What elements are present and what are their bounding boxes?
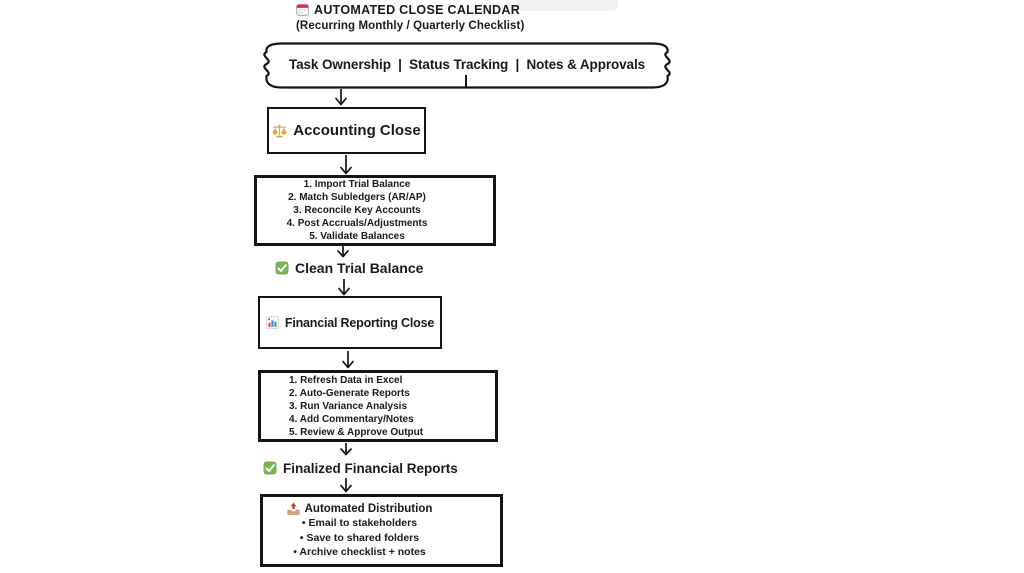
step-item: 2. Auto-Generate Reports: [289, 387, 410, 399]
connector-stub: [465, 75, 467, 88]
milestone-label: Clean Trial Balance: [295, 260, 424, 276]
distribution-item: • Save to shared folders: [299, 531, 420, 544]
node-label: Financial Reporting Close: [284, 315, 435, 330]
flow-arrow: [340, 351, 356, 369]
milestone-finalized-reports: [263, 459, 458, 477]
bar-chart-icon: [266, 316, 279, 329]
node-automated-distribution: [260, 494, 503, 567]
pipeline-banner-label: Task Ownership | Status Tracking | Notes & Approvals: [288, 57, 646, 72]
title-line-2: (Recurring Monthly / Quarterly Checklist): [296, 20, 525, 32]
flow-arrow: [336, 279, 352, 296]
step-item: 5. Review & Approve Output: [289, 426, 424, 438]
calendar-icon: [296, 3, 309, 16]
step-item: 4. Add Commentary/Notes: [289, 413, 414, 425]
node-label: Accounting Close: [293, 122, 421, 139]
milestone-label: Finalized Financial Reports: [283, 460, 458, 476]
flow-arrow: [338, 155, 354, 175]
distribution-item: • Archive checklist + notes: [293, 546, 426, 558]
step-item: 2. Match Subledgers (AR/AP): [288, 192, 426, 203]
step-item: 1. Refresh Data in Excel: [289, 374, 403, 386]
step-item: 4. Post Accruals/Adjustments: [286, 218, 428, 229]
screen-artifact: [516, 0, 618, 11]
flow-arrow: [338, 478, 354, 493]
balance-scale-icon: [272, 124, 287, 138]
flow-arrow: [333, 89, 349, 106]
title-line-1: [296, 1, 524, 18]
check-icon: [263, 461, 277, 475]
step-item: 3. Run Variance Analysis: [289, 400, 408, 412]
step-item: 5. Validate Balances: [309, 231, 405, 242]
step-item: 3. Reconcile Key Accounts: [293, 205, 421, 216]
page-title: [296, 1, 524, 35]
steps-accounting: [254, 175, 496, 246]
outbox-icon: [287, 502, 300, 515]
flow-arrow: [335, 246, 351, 258]
milestone-clean-trial-balance: [275, 259, 423, 277]
step-item: 1. Import Trial Balance: [303, 179, 411, 190]
distribution-item: • Email to stakeholders: [301, 517, 418, 529]
node-accounting-close: [267, 107, 426, 154]
distribution-title-row: [287, 502, 433, 517]
node-financial-reporting-close: [258, 296, 442, 349]
check-icon: [275, 261, 289, 275]
title-text: AUTOMATED CLOSE CALENDAR: [314, 2, 521, 17]
distribution-title: Automated Distribution: [304, 502, 433, 515]
steps-reporting: [258, 370, 498, 442]
flow-arrow: [338, 443, 354, 456]
